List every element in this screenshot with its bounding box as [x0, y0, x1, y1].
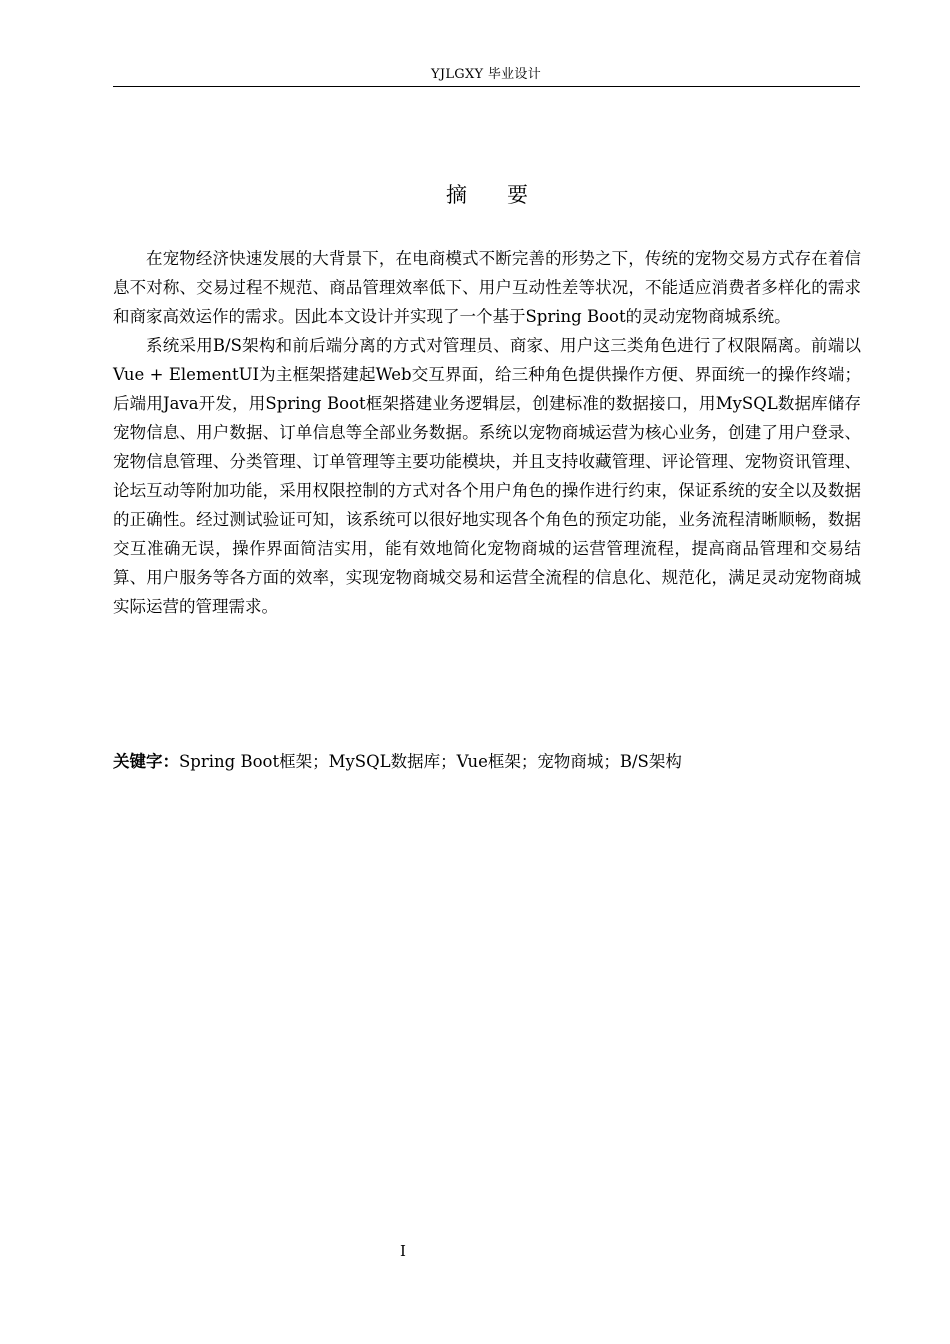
keywords-line — [113, 747, 861, 776]
abstract-paragraph-2: 系统采用B/S架构和前后端分离的方式对管理员、商家、用户这三类角色进行了权限隔离。前端以Vue + ElementUI为主框架搭建起Web交互界面，给三种角色提供操作方便、界面统一的操作终端；后端用Java开发，用Spring Boot框架搭建业务逻辑层，创建标准的数据接口，用MySQL数据库储存宠物信息、用户数据、订单信息等全部业务数据。系统以宠物商城运营为核心业务，创建了用户登录、宠物信息管理、分类管理、订单管理等主要功能模块，并且支持收藏管理、评论管理、宠物资讯管理、论坛互动等附加功能，采用权限控制的方式对各个用户角色的操作进行约束，保证系统的安全以及数据的正确性。经过测试验证可知，该系统可以很好地实现各个角色的预定功能，业务流程清晰顺畅，数据交互准确无误，操作界面简洁实用，能有效地简化宠物商城的运营管理流程，提高商品管理和交易结算、用户服务等各方面的效率，实现宠物商城交易和运营全流程的信息化、规范化，满足灵动宠物商城实际运营的管理需求。 — [113, 336, 861, 616]
title-char-right: 要 — [507, 183, 528, 207]
page-title — [0, 180, 950, 210]
running-header: YJLGXY 毕业设计 — [430, 67, 542, 82]
header-divider — [113, 86, 860, 87]
keywords-value: Spring Boot框架；MySQL数据库；Vue框架；宠物商城；B/S架构 — [179, 752, 682, 771]
abstract-body — [113, 244, 861, 621]
keywords-label: 关键字： — [113, 752, 179, 771]
title-char-left: 摘 — [446, 183, 467, 207]
abstract-paragraph-1: 在宠物经济快速发展的大背景下，在电商模式不断完善的形势之下，传统的宠物交易方式存在着信息不对称、交易过程不规范、商品管理效率低下、用户互动性差等状况，不能适应消费者多样化的需求和商家高效运作的需求。因此本文设计并实现了一个基于Spring Boot的灵动宠物商城系统。 — [113, 249, 861, 326]
page-number: I — [400, 1242, 406, 1260]
